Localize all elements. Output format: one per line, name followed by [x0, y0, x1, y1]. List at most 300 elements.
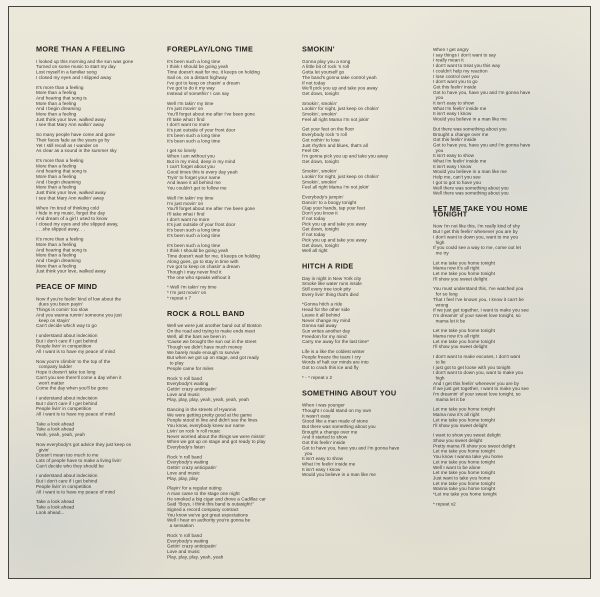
lyric-line: Now everybody's got advice they just keep on — [36, 441, 132, 447]
lyric-line: Signed a record company contract — [167, 507, 239, 513]
lyric-line: Brought a change over me — [433, 131, 489, 137]
lyric-line: I looked up this morning and the sun was gone — [36, 58, 134, 64]
lyric-line: *Gonna hitch a ride — [302, 301, 343, 307]
lyric-line: Doesn't mean too much to me — [36, 452, 99, 458]
lyric-line: Smokin', smokin' — [302, 111, 337, 117]
song-title: SMOKIN' — [302, 45, 335, 54]
stanza — [36, 296, 167, 328]
lyric-line: Pretty mama I'll show you sweet delight — [433, 443, 516, 449]
lyric-line: A man came to the stage one night — [167, 490, 240, 496]
lyric-line: Yet I still recall as I wander on — [36, 142, 99, 148]
lyric-line: Love and music — [167, 470, 200, 476]
lyric-line: I'll show you sweet delight — [433, 276, 488, 282]
lyric-line: high — [433, 239, 445, 245]
lyric-line: Wanna take you home tonight — [433, 486, 496, 492]
lyric-line: As clear as a sound in the summer sky — [36, 148, 117, 154]
lyric-line: The one who speaks without it — [167, 274, 231, 280]
lyric-line: It's just outside of your front door — [167, 127, 236, 133]
stanza — [302, 276, 433, 297]
lyric-line: Got to have you, have you and I'm gonna have — [302, 445, 400, 451]
stanza — [433, 501, 564, 506]
lyric-line: It's been such a long time — [167, 227, 221, 233]
lyric-line: I understand about indecision — [36, 395, 98, 401]
lyric-line: Just think your love, walked away — [36, 116, 106, 122]
lyric-line: to play — [167, 360, 184, 366]
stanza — [433, 286, 564, 323]
lyric-line: I couldn't help my reaction — [433, 68, 488, 74]
lyric-line: But I don't care if I get behind — [36, 478, 98, 484]
lyric-line: It isn't easy to show — [433, 100, 474, 106]
lyric-line: Let me take you home tonight — [433, 328, 495, 334]
lyric-line: We were getting pretty good at the game — [167, 412, 252, 418]
lyric-line: Just want to take you home — [433, 475, 491, 481]
lyric-line: It isn't easy I know — [302, 466, 341, 472]
lyric-line: People freeze the tears I cry — [302, 354, 361, 360]
lyric-line: Well I want to be alone — [433, 464, 481, 470]
lyric-line: I see that Mary Ann walkin' away — [36, 122, 105, 128]
lyric-line: Let me take you home tonight — [433, 470, 495, 476]
lyric-line: Life is a like the coldest winter — [302, 349, 365, 355]
stanza — [302, 195, 433, 254]
lyric-line: Everybody's waiting — [167, 538, 209, 544]
stanza — [433, 407, 564, 428]
lyric-line: I really mean it — [433, 57, 464, 63]
lyric-line: Smokin', smokin' — [302, 179, 337, 185]
lyric-line: Gonna play you a song — [302, 58, 351, 64]
lyric-line: Freedom for my mind — [302, 333, 347, 339]
stanza — [36, 132, 167, 153]
lyric-line: Help me, can't you see — [433, 174, 481, 180]
lyric-line: Tryin' to forget your name — [167, 174, 221, 180]
lyric-line: I don't want no more — [167, 216, 210, 222]
lyric-line: You couldn't get to follow me — [167, 185, 227, 191]
stanza — [167, 323, 298, 371]
lyric-line: mama let it be — [433, 318, 466, 324]
lyric-line: We'll pick you up and take you away — [302, 85, 378, 91]
lyric-line: Everybody's waiting — [167, 381, 209, 387]
lyric-line: I get so lonely — [167, 148, 197, 154]
stanza — [36, 158, 167, 201]
stanza — [36, 85, 167, 128]
lyric-line: What I'm feelin' inside me — [302, 461, 356, 467]
lyric-line: And hearing that song is — [36, 247, 87, 253]
lyric-line: I don't want to down you, want to me you — [433, 234, 519, 240]
stanza — [36, 333, 167, 354]
lyric-line: All I want is to have my peace of mind — [36, 349, 116, 355]
lyric-line: Can't decide which way to go — [36, 323, 97, 329]
lyric-line: Instead of somethin' I can say — [167, 90, 230, 96]
lyric-line: More than a feeling — [36, 241, 77, 247]
lyric-line: a sensation — [167, 523, 194, 529]
stanza — [36, 59, 167, 80]
stanza — [433, 224, 564, 256]
lyric-line: Look ahead... — [36, 509, 65, 515]
lyric-line: Gettin' crazy anticipatin' — [167, 386, 217, 392]
lyric-line: I don't want to make excuses, I don't want — [433, 354, 521, 360]
lyric-line: That I feel I've known you, I know it can't be — [433, 296, 524, 302]
stanza — [302, 127, 433, 164]
lyric-column-1 — [36, 47, 167, 520]
stanza — [302, 349, 433, 370]
lyric-line: It isn't easy to show — [433, 153, 474, 159]
stanza — [433, 354, 564, 402]
lyric-line: If we just get together, I want to make you see — [433, 386, 529, 392]
lyric-line: Pick you up and take you away — [302, 221, 367, 227]
lyric-line: Lost myself in a familiar song — [36, 69, 97, 75]
lyric-line: wrong — [433, 302, 449, 308]
lyric-line: Sun writes another day — [302, 328, 351, 334]
lyric-line: Yeah, yeah, yeah, yeah — [36, 432, 85, 438]
lyric-line: Everybody's jumpin' — [302, 194, 344, 200]
lyric-line: givin' — [36, 447, 50, 453]
lyric-line: You know, everybody knew our name — [167, 423, 245, 429]
lyric-line: Just think your love, walked away — [36, 190, 106, 196]
lyric-line: All I want is to have my peace of mind — [36, 489, 116, 495]
lyric-line: But when we got up on stage, and got ready — [167, 355, 259, 361]
lyric-line: Got to have you, have you and I'm gonna have — [433, 89, 531, 95]
lyric-line: Things is comin' too slow — [36, 307, 89, 313]
lyric-column-2 — [167, 47, 298, 564]
lyric-line: Turned on some music to start my day — [36, 64, 116, 70]
lyric-line: I'm just movin' on — [167, 106, 204, 112]
lyric-line: Sail on, on a distant highway — [167, 74, 227, 80]
lyric-line: Thought I could stand on my own — [302, 407, 372, 413]
lyric-line: Gettin' crazy anticipatin' — [167, 465, 217, 471]
lyric-line: Let me take you home tonight — [433, 406, 495, 412]
lyric-line: More than a feeling — [36, 111, 77, 117]
lyric-line: Let me take you home tonight — [433, 417, 495, 423]
stanza — [167, 407, 298, 450]
lyric-line: Got this feelin' inside — [433, 84, 477, 90]
lyric-line: Well I'm takin' my time — [167, 195, 214, 201]
lyric-line: * Well I'm takin' my time — [167, 284, 217, 290]
song-title: PEACE OF MIND — [36, 283, 98, 292]
lyric-line: I closed my eyes and I slipped away — [36, 74, 112, 80]
lyric-line: Brought a change over me — [302, 429, 358, 435]
lyric-line: I think I should be going yeah — [167, 64, 229, 70]
lyric-line: Still every tree took pity — [302, 286, 351, 292]
lyric-line: Gettin' crazy anticipatin' — [167, 543, 217, 549]
lyric-line: Gotta let yourself go — [302, 69, 345, 75]
lyric-line: It's just outside of your front door — [167, 222, 236, 228]
lyric-line: I'm gonna pick you up and take you away — [302, 153, 389, 159]
lyric-line: Take a look ahead — [36, 421, 75, 427]
lyric-line: Don't you know it — [302, 210, 338, 216]
lyric-line: Take a look ahead — [36, 499, 75, 505]
lyric-line: More than a feeling — [36, 263, 77, 269]
lyric-line: It's been such a long time — [167, 58, 221, 64]
lyric-line: I just got to get loose with you tonight — [433, 364, 511, 370]
stanza — [167, 59, 298, 96]
song-title: ROCK & ROLL BAND — [167, 309, 245, 318]
lyric-line: You'll forget about me after I've been gone — [167, 111, 256, 117]
lyric-line: When we got up on stage and got ready to play — [167, 439, 266, 445]
lyric-line: And dream of a girl I used to know — [36, 215, 108, 221]
lyric-line: If not today — [302, 232, 326, 238]
lyric-line: What I'm feelin' inside me — [433, 158, 487, 164]
lyric-line: Everybody's listen — [167, 444, 205, 450]
lyric-line: to lie — [433, 359, 446, 365]
lyric-line: Mama now it's all right — [433, 412, 480, 418]
stanza — [433, 47, 564, 122]
stanza — [167, 486, 298, 529]
lyric-line: Time doesn't wait for me, it keeps on holding — [167, 253, 260, 259]
lyric-line: It's been such a long time — [167, 232, 221, 238]
lyric-line: It's been such a long time — [167, 132, 221, 138]
lyric-line: Got nothin' to lose — [302, 137, 340, 143]
lyric-line: Get your feet on the floor — [302, 126, 355, 132]
stanza — [167, 533, 298, 560]
lyric-line: Livin' on rock 'n roll music — [167, 428, 221, 434]
lyric-line: And it started to show — [302, 434, 348, 440]
lyric-line: Playin' for a regular outing — [167, 485, 222, 491]
lyric-line: I can't forget about you — [167, 164, 215, 170]
lyric-line: You know we've got great expectations — [167, 512, 248, 518]
lyric-line: I've got to keep on chasin' a dream — [167, 264, 240, 270]
lyric-line: And I get this feelin' whenever you are by — [433, 380, 519, 386]
lyric-line: Head for the other side — [302, 307, 350, 313]
lyric-sheet-paper — [8, 6, 591, 579]
lyric-line: Can't you see there'll come a day when it — [36, 374, 122, 380]
lyric-line: Feel OK — [302, 148, 320, 154]
stanza — [302, 101, 433, 122]
lyric-line: I'm dreamin' of your sweet love tonight, so — [433, 391, 521, 397]
lyric-line: . . .she slipped away. . . — [36, 226, 85, 232]
lyric-line: I say things I don't want to say — [433, 52, 496, 58]
lyric-line: When I was younger — [302, 402, 345, 408]
lyric-line: Well, all the bars we been in — [167, 333, 226, 339]
lyric-line: Clap your hands, tap your feet — [302, 205, 366, 211]
lyric-line: * repeat x 7 — [167, 295, 192, 301]
lyric-line: Let me take you home tonight — [433, 448, 495, 454]
lyric-line: Would you believe in a man like me — [433, 169, 507, 175]
lyric-line: Would you believe in a man like me — [433, 116, 507, 122]
lyric-line: Dancing in the streets of Hyannis — [167, 407, 237, 413]
lyric-line: It wasn't easy — [302, 413, 331, 419]
stanza — [302, 403, 433, 478]
lyric-line: Words of halt our minds are into — [302, 359, 369, 365]
lyric-line: Get down, tonight — [302, 226, 339, 232]
lyric-line: It's been such a long time — [167, 138, 221, 144]
lyric-column-3 — [302, 47, 433, 482]
lyric-line: Carry me away for the last time* — [302, 339, 369, 345]
lyric-line: It's more than a feeling — [36, 157, 84, 163]
lyric-line: Show you sweet delight — [433, 438, 483, 443]
stanza — [433, 433, 564, 497]
lyric-line: More than a feeling — [36, 90, 77, 96]
lyric-line: And you wanna runnin' someone you just — [36, 312, 122, 318]
lyric-line: If we just get together, I want to make you see — [433, 307, 529, 313]
lyric-line: Never change my mind — [302, 317, 351, 323]
lyric-line: I lose control over you — [433, 73, 480, 79]
lyric-line: Can't decide who they should be — [36, 463, 104, 469]
lyric-line: And I begin dreaming — [36, 106, 81, 112]
song-title: MORE THAN A FEELING — [36, 45, 126, 54]
lyric-line: A little bit of rock 'n roll — [302, 64, 349, 70]
lyric-line: Everybody's waiting — [167, 459, 209, 465]
stanza — [167, 376, 298, 403]
stanza — [302, 375, 433, 380]
lyric-line: Rock 'n roll band — [167, 532, 202, 538]
lyric-line: Just rhythm and blues, that's all — [302, 142, 368, 148]
stanza — [167, 243, 298, 280]
lyric-line: * repeat x2 — [433, 501, 456, 507]
lyric-line: I don't want you to go — [433, 79, 478, 85]
lyric-line: Take a look ahead — [36, 426, 75, 432]
stanza — [36, 473, 167, 494]
lyric-line: Lookin' for night, just keep on chokin' — [302, 106, 379, 112]
lyric-line: 'Cause we brought the sun out in the street — [167, 339, 257, 345]
lyric-line: But I don't care if I get behind — [36, 338, 98, 344]
lyric-line: mama let it be — [433, 396, 466, 402]
stanza — [433, 260, 564, 281]
lyric-line: On the road and trying to make ends meet — [167, 328, 256, 334]
lyric-line: you — [433, 147, 444, 153]
lyric-line: You'll forget about me after I've been gone — [167, 206, 256, 212]
lyric-line: you — [433, 95, 444, 101]
stanza — [36, 359, 167, 391]
lyric-line: Dancin' to a boogy tonight — [302, 199, 357, 205]
lyric-line: I understand about indecision — [36, 473, 98, 479]
lyric-line: Get down, tonight — [302, 242, 339, 248]
lyric-line: Though we didn't have much money — [167, 344, 243, 350]
lyric-line: Pick you up and take you away — [302, 237, 367, 243]
lyric-line: Well there was something about you — [433, 185, 509, 191]
lyric-line: Come the day when you'll be gone — [36, 385, 108, 391]
lyric-line: I'm dreamin' of your sweet love tonight, so — [433, 312, 521, 318]
lyric-line: People came for miles — [167, 365, 214, 371]
lyric-line: I see that Mary Ann walkin' away — [36, 195, 105, 201]
lyric-line: Every livin' thing that's died — [302, 291, 359, 297]
lyric-line: Stood like a man made of stone — [302, 418, 369, 424]
lyric-line: More than a feeling — [36, 184, 77, 190]
lyric-line: Let me take you home tonight — [433, 338, 495, 344]
lyric-line: What I'm feelin' inside me — [433, 105, 487, 111]
lyric-line: It's been such a long time — [167, 242, 221, 248]
lyric-line: Well all right — [302, 248, 328, 254]
lyric-line: When I get angry — [433, 47, 469, 52]
lyric-line: I want to show you sweet delight — [433, 432, 501, 438]
lyric-line: He smoked a big cigar and drove a Cadillac car — [167, 496, 266, 502]
lyric-line: I'll show you sweet delight — [433, 422, 488, 428]
lyric-line: dues you been payin' — [36, 301, 83, 307]
lyric-line: Let me take you home tonight — [433, 260, 495, 266]
lyric-line: Good times this is every day yeah — [167, 169, 238, 175]
lyric-line: Got to have you, have you and I'm gonna have — [433, 142, 531, 148]
lyric-line: I'm just movin' on — [167, 200, 204, 206]
lyric-line: Smoke like water runs inside — [302, 281, 362, 287]
stanza — [167, 101, 298, 144]
lyric-line: It isn't easy I know — [433, 111, 472, 117]
lyric-line: Never worried about the things we were missin' — [167, 433, 266, 439]
lyric-line: Rock 'n roll band — [167, 454, 202, 460]
lyric-line: Day is night in New York city — [302, 275, 362, 281]
lyric-line: Smokin', smokin' — [302, 168, 337, 174]
lyric-line: I closed my eyes and she slipped away, — [36, 221, 119, 227]
lyric-line: People livin' in competition — [36, 406, 92, 412]
stanza — [167, 195, 298, 238]
lyric-line: Time doesn't wait for me, it keeps on holding — [167, 69, 260, 75]
lyric-line: Let me take you home tonight — [433, 459, 495, 465]
lyric-line: Get down, tonight — [302, 90, 339, 96]
lyric-line: I'll take what I find — [167, 211, 205, 217]
lyric-line: Let me take you home tonight — [433, 480, 495, 486]
lyric-line: won't matter — [36, 380, 65, 386]
lyric-line: If you could see a way to me, come out let — [433, 245, 521, 251]
song-title: LET ME TAKE YOU HOME TONIGHT — [433, 204, 528, 219]
lyric-line: Love and music — [167, 391, 200, 397]
lyric-line: I don't want to treat you this way — [433, 63, 501, 69]
lyric-line: Gonna sail away — [302, 323, 337, 329]
stanza — [36, 205, 167, 232]
stanza — [433, 126, 564, 196]
lyric-line: Rock 'n roll band — [167, 375, 202, 381]
stanza — [36, 395, 167, 416]
lyric-line: Hope it doesn't take too long — [36, 369, 96, 375]
lyric-line: *Let me take you home tonight — [433, 491, 497, 497]
lyric-line: More than a feeling — [36, 252, 77, 258]
lyric-line: company ladder — [36, 364, 73, 370]
lyric-line: Now I'm not like this, I'm really kind of shy — [433, 223, 520, 229]
stanza — [36, 499, 167, 515]
lyric-line: More than a feeling — [36, 163, 77, 169]
lyric-line: Though I may never find it — [167, 269, 222, 275]
stanza — [36, 421, 167, 437]
lyric-line: Let me take you home tonight — [433, 271, 495, 277]
lyric-line: Got to crack this ice and fly — [302, 365, 359, 371]
lyric-line: I don't want to down you, want to make you — [433, 370, 524, 376]
lyric-line: Leave it all behind — [302, 312, 340, 318]
lyric-line: Got this feelin' inside — [302, 440, 346, 446]
lyric-line: Well I'm takin' my time — [167, 100, 214, 106]
lyric-line: Play, play, play, yeah, yeah, yeah, yeah — [167, 397, 249, 403]
lyric-line: Their faces fade as the years go by — [36, 137, 110, 143]
song-title: SOMETHING ABOUT YOU — [302, 389, 397, 398]
lyric-line: People livin' in competition — [36, 483, 92, 489]
lyric-line: Love and music — [167, 548, 200, 554]
lyric-line: More than a feeling — [36, 174, 77, 180]
lyric-line: I've got to do it my way — [167, 85, 215, 91]
lyric-line: And leave it all behind me — [167, 180, 221, 186]
lyric-line: You know I wanna take you home — [433, 454, 504, 460]
lyric-line: I hide in my music, forget the day — [36, 210, 106, 216]
lyric-line: It isn't easy I know — [433, 163, 472, 169]
stanza — [167, 454, 298, 481]
lyric-line: Well I hear on authority you're gonna be — [167, 517, 251, 523]
lyric-line: But in my mind, deep in my mind — [167, 158, 236, 164]
lyric-line: Everybody rock 'n roll — [302, 132, 347, 138]
lyric-line: Mama now it's all right — [433, 333, 480, 339]
lyric-line: And I begin dreaming — [36, 257, 81, 263]
stanza — [302, 302, 433, 345]
lyric-line: I think I should be going yeah — [167, 248, 229, 254]
lyric-line: Mama now it's all right — [433, 265, 480, 271]
lyric-line: me try — [433, 250, 449, 256]
stanza — [167, 148, 298, 191]
lyric-line: When I'm tired of thinking cold — [36, 205, 99, 211]
lyric-line: So many people have come and gone — [36, 132, 116, 138]
lyric-line: We barely made enough to survive — [167, 349, 240, 355]
lyric-line: But I don't care if I get behind — [36, 400, 98, 406]
lyric-line: All I want is to have my peace of mind — [36, 411, 116, 417]
lyric-line: Lots of people have to make a living livin' — [36, 458, 122, 463]
lyric-line: People livin' in competition — [36, 343, 92, 349]
song-title: HITCH A RIDE — [302, 262, 354, 271]
lyric-line: It's more than a feeling — [36, 84, 84, 90]
lyric-line: It's more than a feeling — [36, 236, 84, 242]
stanza — [302, 59, 433, 96]
lyric-line: Feel all right Mama I'm not jokin' — [302, 116, 370, 122]
